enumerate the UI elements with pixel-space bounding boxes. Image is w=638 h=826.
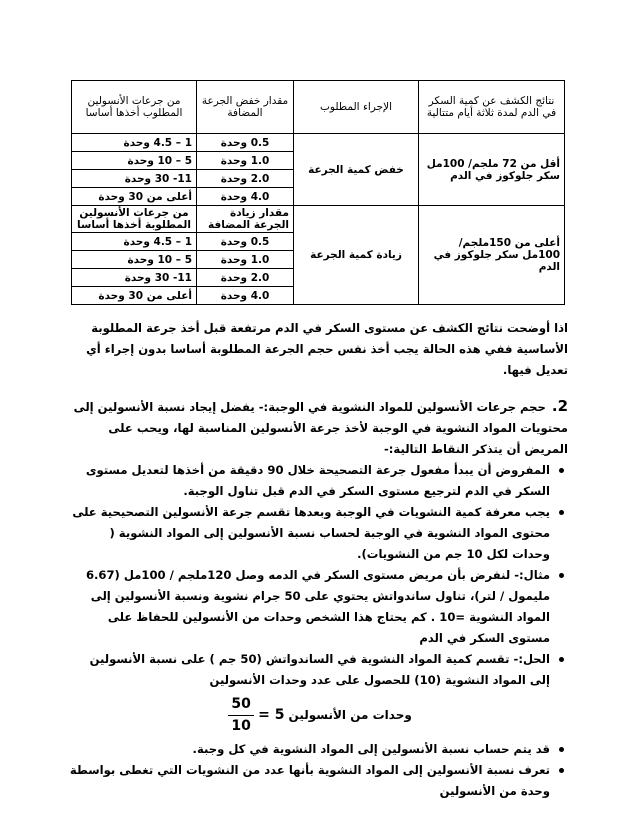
group-high-action: زيادة كمية الجرعة bbox=[294, 206, 419, 305]
fraction-denominator: 10 bbox=[231, 717, 251, 734]
formula-units-label: وحدات من الأنسولين bbox=[288, 707, 412, 722]
amount-cell: 4.0 وحدة bbox=[197, 188, 294, 206]
table-row bbox=[72, 134, 565, 152]
list-item: قد يتم حساب نسبة الأنسولين إلى المواد النشوية في كل وجبة. bbox=[68, 739, 550, 760]
list-item: المفروض أن يبدأ مفعول جرعة التصحيحة خلال 90 دقيقة من أخذها لتعديل مستوى السكر في الدم لترجيع مستوى السكر في الدم قبل تناول الوجبة. bbox=[68, 460, 550, 502]
amount-cell: 1.0 وحدة bbox=[197, 251, 294, 269]
bullet-list-after bbox=[68, 739, 568, 802]
group-low-action: خفض كمية الجرعة bbox=[294, 134, 419, 206]
amount-cell: 1.0 وحدة bbox=[197, 152, 294, 170]
intro-paragraph: اذا أوضحت نتائج الكشف عن مستوى السكر في الدم مرتفعة قبل أخذ جرعة المطلوبة الأساسية ففي هذه الحالة يجب أخذ نفس حجم الجرعة المطلوبة أساسا بدون إجراء أي تعديل فيها. bbox=[86, 321, 568, 377]
header-base-doses: من جرعات الأنسولين المطلوب أخذها أساسا bbox=[72, 81, 197, 134]
base-cell: أعلى من 30 وحدة bbox=[72, 287, 197, 305]
base-cell: 1 – 4.5 وحدة bbox=[72, 233, 197, 251]
group-low-result: أقل من 72 ملجم/ 100مل سكر جلوكوز في الدم bbox=[419, 134, 565, 206]
section-number: 2. bbox=[551, 397, 568, 415]
group-high-result: أعلى من 150ملجم/ 100مل سكر جلوكوز في الدم bbox=[419, 206, 565, 305]
fraction bbox=[228, 694, 254, 737]
subheader-base-doses: من جرعات الأنسولين المطلوبة أخذها أساسا bbox=[72, 206, 197, 233]
body-text bbox=[68, 318, 568, 802]
formula-result: = 5 bbox=[258, 706, 285, 723]
header-result: نتائج الكشف عن كمية السكر في الدم لمدة ثلاثة أيام متتالية bbox=[419, 81, 565, 134]
amount-cell: 2.0 وحدة bbox=[197, 170, 294, 188]
amount-cell: 4.0 وحدة bbox=[197, 287, 294, 305]
amount-cell: 0.5 وحدة bbox=[197, 233, 294, 251]
base-cell: أعلى من 30 وحدة bbox=[72, 188, 197, 206]
amount-cell: 2.0 وحدة bbox=[197, 269, 294, 287]
table-header-row bbox=[72, 81, 565, 134]
base-cell: 11- 30 وحدة bbox=[72, 170, 197, 188]
amount-cell: 0.5 وحدة bbox=[197, 134, 294, 152]
base-cell: 11- 30 وحدة bbox=[72, 269, 197, 287]
section-2-heading bbox=[68, 396, 568, 460]
base-cell: 5 – 10 وحدة bbox=[72, 152, 197, 170]
table-subheader-row bbox=[72, 206, 565, 233]
list-item: مثال:- لنفرض بأن مريض مستوى السكر في الدمه وصل 120ملجم / 100مل (6.67 مليمول / لتر)، تناول ساندواتش يحتوي على 50 جرام نشوية ونسبة الأنسولين إلى المواد النشوية =10 . كم يحتاج هذا الشخص وحدات من الأنسولين للحفاظ على مستوى السكر في الدم bbox=[68, 565, 550, 649]
insulin-formula bbox=[68, 693, 568, 737]
list-item: يجب معرفة كمية النشويات في الوجبة وبعدها تقسم جرعة الأنسولين التصحيحية على محتوى المواد النشوية في الوجبة لحساب نسبة الأنسولين إلى المواد النشوية ( وحدات لكل 10 جم من النشويات). bbox=[68, 502, 550, 565]
header-reduce-amount: مقدار خفض الجرعة المضافة bbox=[197, 81, 294, 134]
subheader-increase-amount: مقدار زيادة الجرعة المضافة bbox=[197, 206, 294, 233]
insulin-dose-table bbox=[71, 80, 565, 305]
bullet-list bbox=[68, 460, 568, 691]
list-item: تعرف نسبة الأنسولين إلى المواد النشوية بأنها عدد من النشويات التي تغطى بواسطة وحدة من الأنسولين bbox=[68, 760, 550, 802]
header-action: الإجراء المطلوب bbox=[294, 81, 419, 134]
section-2-text: حجم جرعات الأنسولين للمواد النشوية في الوجبة:- يفضل إيجاد نسبة الأنسولين إلى محتويات المواد النشوية في الوجبة لأخذ جرعة الأنسولين المناسبة لها، ويحب على المريض أن يتذكر النقاط التالية:- bbox=[73, 400, 568, 456]
base-cell: 5 – 10 وحدة bbox=[72, 251, 197, 269]
base-cell: 1 – 4.5 وحدة bbox=[72, 134, 197, 152]
fraction-numerator: 50 bbox=[231, 695, 251, 712]
list-item: الحل:- تقسم كمية المواد النشوية في الساندواتش (50 جم ) على نسبة الأنسولين إلى المواد النشوية (10) للحصول على عدد وحدات الأنسولين bbox=[68, 649, 550, 691]
